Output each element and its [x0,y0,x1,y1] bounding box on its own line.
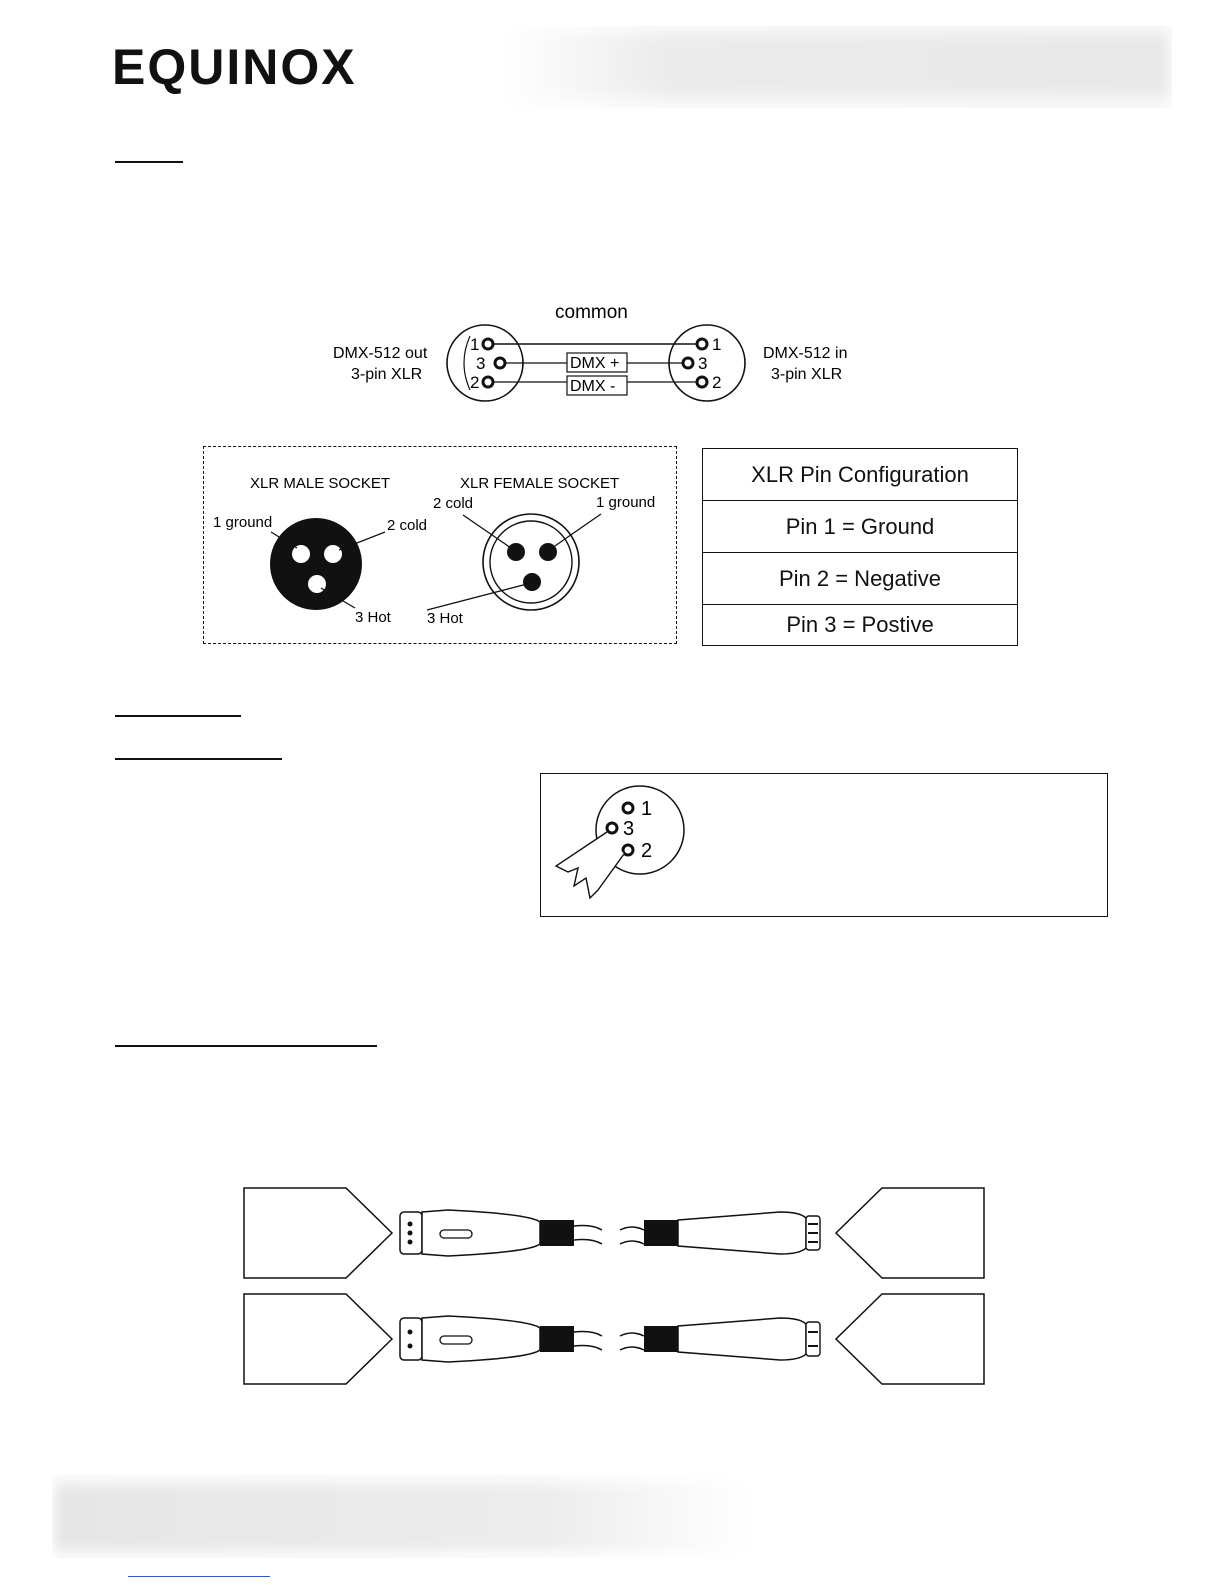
footer-band [52,1474,752,1558]
in-label-line1: DMX-512 in [763,345,848,362]
in-pin1-label: 1 [712,335,722,354]
pin-config-row: Pin 2 = Negative [703,553,1017,605]
adapter-row-2 [244,1294,984,1384]
terminator-pin1: 1 [641,798,653,820]
terminator-pin2: 2 [641,840,653,862]
socket-diagram [205,448,675,642]
heading-rule-2 [115,715,241,717]
footer-link-underline[interactable] [128,1576,270,1577]
in-pin2-label: 2 [712,373,722,392]
female-socket [483,514,579,610]
female-cold-label: 2 cold [433,495,474,512]
male-socket-title: XLR MALE SOCKET [250,475,391,492]
pin-config-table [702,448,1018,646]
terminator-pin3: 3 [623,818,635,840]
dmx-minus-label: DMX - [570,378,616,395]
logo-text: EQUINOX [112,39,357,95]
heading-rule-4 [115,1045,377,1047]
heading-rule-1 [115,161,183,163]
pin-config-row: Pin 1 = Ground [703,501,1017,553]
female-socket-title: XLR FEMALE SOCKET [460,475,620,492]
out-pin2-label: 2 [470,373,480,392]
terminator-diagram [550,780,700,910]
out-label-line2: 3-pin XLR [351,366,423,383]
female-hot-label: 3 Hot [427,610,463,627]
male-ground-label: 1 ground [213,514,273,531]
in-pin3-label: 3 [698,354,708,373]
pin-config-row: Pin 3 = Postive [786,612,934,637]
male-socket [270,518,362,610]
adapter-row-1 [244,1188,984,1278]
female-ground-label: 1 ground [596,494,656,511]
dmx-cable-diagram [330,298,860,410]
in-label-line2: 3-pin XLR [771,366,843,383]
adapter-cables-illustration [240,1186,990,1390]
out-pin1-label: 1 [470,335,480,354]
out-pin3-label: 3 [476,354,486,373]
pin-config-title: XLR Pin Configuration [703,449,1017,501]
equinox-logo [110,34,360,96]
dmx-plus-label: DMX + [570,355,620,372]
male-cold-label: 2 cold [387,517,428,534]
male-hot-label: 3 Hot [355,609,391,626]
header-band [500,26,1172,108]
out-label-line1: DMX-512 out [333,345,428,362]
heading-rule-3 [115,758,282,760]
resistor-icon [556,832,624,898]
common-label: common [555,302,628,323]
